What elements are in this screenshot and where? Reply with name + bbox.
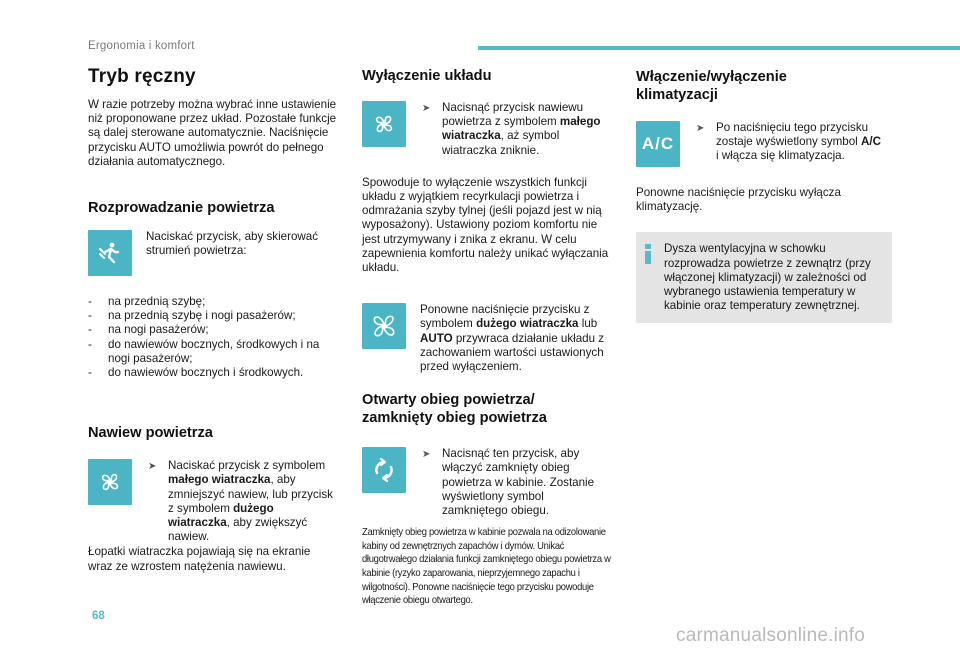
heading-air-distribution: Rozprowadzanie powietrza	[88, 200, 275, 217]
list-item: - na przednią szybę i nogi pasażerów;	[88, 309, 338, 323]
recirculation-icon	[371, 457, 397, 483]
fan-icon	[97, 469, 123, 495]
recirculation-row	[362, 447, 618, 518]
air-distribution-icon	[97, 240, 123, 266]
watermark: carmanualsonline.info	[676, 625, 866, 646]
air-distribution-button[interactable]	[88, 230, 132, 276]
list-item: - do nawiewów bocznych, środkowych i na nogi pasażerów;	[88, 338, 338, 366]
recirculation-button[interactable]	[362, 447, 406, 493]
arrow-icon: ➤	[148, 461, 157, 473]
heading-recirculation: Otwarty obieg powietrza/ zamknięty obieg powietrza	[362, 392, 547, 427]
ac-icon: A/C	[641, 134, 675, 153]
airflow-instruction: ➤ Naciskać przycisk z symbolem małego wiatraczka, aby zmniejszyć nawiew, lub przycisk z symbolem dużego wiatraczka, aby zwiększyć nawiew.	[148, 459, 333, 544]
system-restart-text: Ponowne naciśnięcie przycisku z symbolem dużego wiatraczka lub AUTO przywraca działanie układu z zachowaniem wartości ustawionych przed wyłączeniem.	[420, 303, 605, 374]
column-air-conditioning	[636, 64, 892, 323]
manual-mode-intro: W razie potrzeby można wybrać inne ustawienie niż proponowane przez układ. Pozostałe funkcje są dalej sterowane automatycznie. Naciśnięcie przycisku AUTO umożliwia powrót do pełnego działania automatycznego.	[88, 98, 337, 168]
info-icon	[645, 244, 651, 264]
column-system-off	[362, 64, 618, 608]
ac-button[interactable]	[636, 121, 680, 167]
recirculation-instruction: ➤ Nacisnąć ten przycisk, aby włączyć zamknięty obieg powietrza w kabinie. Zostanie wyświetlony symbol zamkniętego obiegu.	[422, 447, 595, 518]
airflow-row	[88, 459, 338, 544]
page-number: 68	[92, 610, 105, 622]
small-fan-icon	[371, 111, 397, 137]
arrow-icon: ➤	[422, 103, 431, 114]
large-fan-button[interactable]	[362, 303, 406, 349]
column-manual-mode	[88, 64, 338, 574]
air-conditioning-off-text: Ponowne naciśnięcie przycisku wyłącza klimatyzację.	[636, 186, 841, 214]
small-fan-button[interactable]	[362, 101, 406, 147]
system-off-body: Spowoduje to wyłączenie wszystkich funkcji układu z wyjątkiem recyrkulacji powietrza i odmrażania szyby tylnej (jeśli pojazd jest w nią wyposażony). Ustawiony poziom komfortu nie jest utrzymywany i znika z ekranu. W celu zapewnienia komfortu należy unikać wyłączania układu.	[362, 175, 609, 275]
heading-manual-mode: Tryb ręczny	[88, 66, 196, 87]
air-distribution-row	[88, 230, 338, 276]
air-distribution-options	[88, 295, 338, 380]
section-title: Ergonomia i komfort	[88, 40, 195, 52]
system-off-instruction: ➤ Nacisnąć przycisk nawiewu powietrza z symbolem małego wiatraczka, aż symbol wiatraczka zniknie.	[422, 101, 601, 157]
heading-air-conditioning: Włączenie/wyłączenie klimatyzacji	[636, 69, 787, 103]
fan-button[interactable]	[88, 459, 132, 505]
arrow-icon: ➤	[696, 123, 705, 134]
info-note-text: Dysza wentylacyjna w schowku rozprowadza powietrze z zewnątrz (przy włączonej klimatyzacji) w zależności od wybranego ustawienia temperatury w kabinie oraz temperatury zewnętrznej.	[664, 242, 871, 313]
air-conditioning-row	[636, 121, 892, 167]
air-distribution-text: Naciskać przycisk, aby skierować strumień powietrza:	[146, 230, 319, 258]
list-item: - na przednią szybę;	[88, 295, 338, 309]
heading-system-off: Wyłączenie układu	[362, 68, 492, 84]
airflow-note: Łopatki wiatraczka pojawiają się na ekranie wraz ze wzrostem natężenia nawiewu.	[88, 545, 311, 573]
list-item: - na nogi pasażerów;	[88, 323, 338, 337]
arrow-icon: ➤	[422, 449, 431, 461]
large-fan-icon	[371, 313, 397, 339]
system-restart-row	[362, 303, 618, 374]
header-accent-bar	[478, 46, 960, 50]
list-item: - do nawiewów bocznych i środkowych.	[88, 366, 338, 380]
recirculation-note: Zamknięty obieg powietrza w kabinie pozwala na odizolowanie kabiny od zewnętrznych zapachów i dymów. Unikać długotrwałego działania funkcji zamkniętego obiegu powietrza w kabinie (ryzyko zaparowania, nieprzyjemnego zapachu i wilgotności). Ponowne naciśnięcie tego przycisku powoduje włączenie obiegu otwartego.	[362, 527, 611, 607]
info-note	[636, 232, 892, 323]
air-conditioning-instruction: ➤ Po naciśnięciu tego przycisku zostaje wyświetlony symbol A/C i włącza się klimatyzacja.	[696, 121, 881, 163]
heading-airflow: Nawiew powietrza	[88, 425, 213, 442]
system-off-row	[362, 101, 618, 158]
